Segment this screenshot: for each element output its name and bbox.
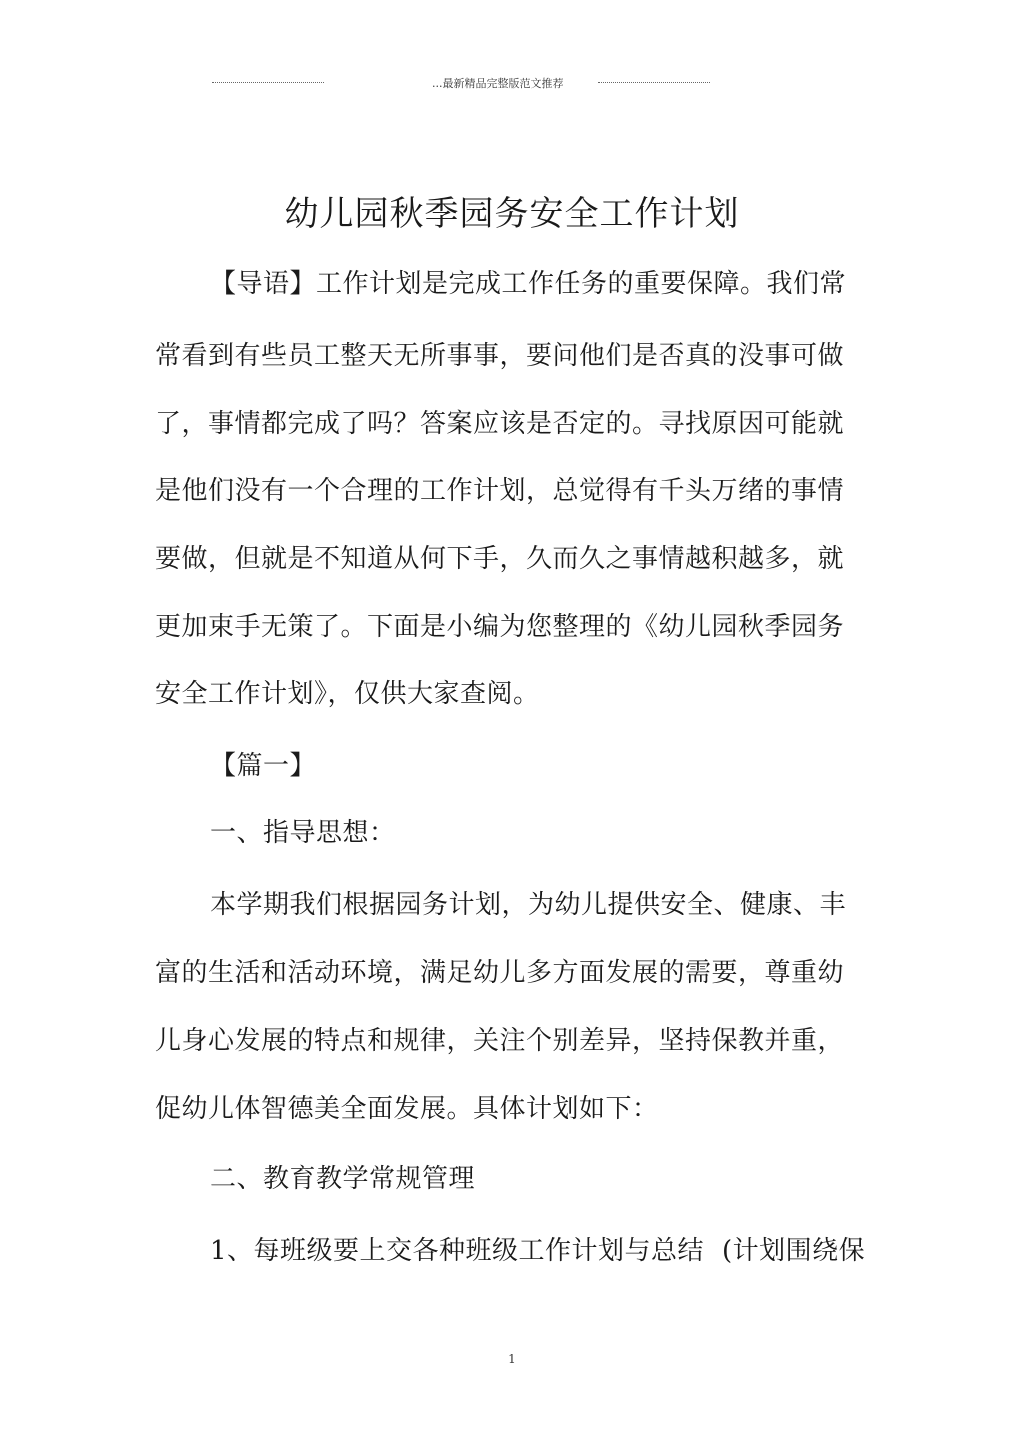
paragraph-line: 安全工作计划》，仅供大家查阅。: [155, 679, 540, 709]
header-dotted-rule-right: [598, 82, 710, 83]
paragraph-line: 更加束手无策了。下面是小编为您整理的《幼儿园秋季园务: [155, 612, 845, 642]
page-header: [200, 73, 720, 93]
paragraph-line: 是他们没有一个合理的工作计划，总觉得有千头万绪的事情: [155, 476, 845, 506]
list-item-text: 1、每班级要上交各种班级工作计划与总结: [210, 1236, 705, 1266]
paragraph-line: 要做，但就是不知道从何下手，久而久之事情越积越多，就: [155, 544, 845, 574]
paragraph-line: 【导语】工作计划是完成工作任务的重要保障。我们常: [210, 269, 847, 299]
header-dotted-rule-left: [212, 82, 324, 83]
paragraph-line: 儿身心发展的特点和规律，关注个别差异，坚持保教并重，: [155, 1026, 845, 1056]
paragraph-line: 常看到有些员工整天无所事事，要问他们是否真的没事可做: [155, 341, 845, 371]
paragraph-line: 了，事情都完成了吗？答案应该是否定的。寻找原因可能就: [155, 409, 845, 439]
section-heading: 一、指导思想：: [210, 818, 396, 848]
paragraph-line: 富的生活和活动环境，满足幼儿多方面发展的需要，尊重幼: [155, 958, 845, 988]
list-item-continuation: (计划围绕保: [722, 1236, 866, 1266]
header-text: ...最新精品完整版范文推荐: [432, 77, 564, 90]
page-number: 1: [508, 1352, 516, 1366]
paragraph-line: 促幼儿体智德美全面发展。具体计划如下：: [155, 1094, 659, 1124]
paragraph-line: 本学期我们根据园务计划，为幼儿提供安全、健康、丰: [210, 890, 847, 920]
section-heading: 二、教育教学常规管理: [210, 1164, 476, 1194]
document-title: 幼儿园秋季园务安全工作计划: [284, 194, 740, 234]
section-heading: 【篇一】: [210, 751, 317, 781]
